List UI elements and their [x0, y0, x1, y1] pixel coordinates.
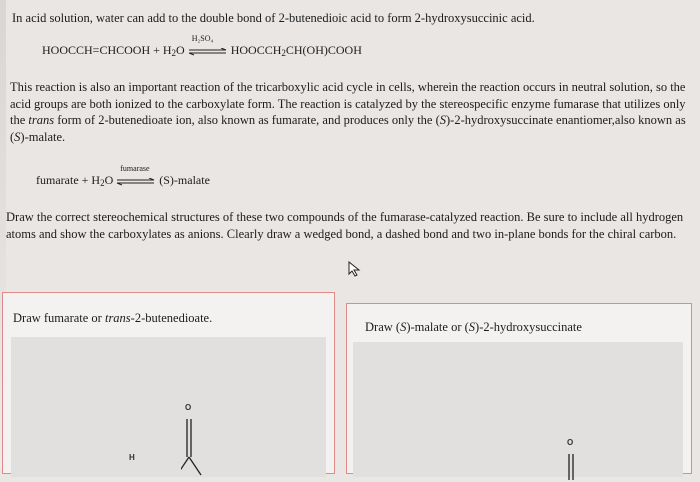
panel-label-malate: Draw (S)-malate or (S)-2-hydroxysuccinate	[365, 320, 582, 334]
atom-label-o: O	[185, 403, 192, 412]
equation-fumarase: fumarate + $H_2O$ fumarase (S)-malate	[36, 164, 210, 188]
arrow-condition: H₂SO₄	[191, 34, 214, 44]
equilibrium-arrow-icon	[188, 48, 228, 56]
tca-paragraph: This reaction is also an important reaction of the tricarboxylic acid cycle in cells, wherein the reaction occurs in neutral solution, so the acid groups are both ionized to the carboxylate form. The reaction is catalyzed by the stereospecific enzyme fumarase that utilizes only the trans form of 2-butenedioate ion, also known as fumarate, and produces only the (S)-2-hydroxysuccinate enantiomer,also known as (S)-malate.	[10, 80, 686, 144]
arrow-condition-fumarase: fumarase	[120, 164, 150, 174]
intro-text: In acid solution, water can add to the double bond of 2-butenedioic acid to form 2-hydroxysuccinic acid.	[12, 11, 535, 25]
panel-draw-malate[interactable]	[346, 303, 692, 474]
equation-acid-hydration: HOOCCH=CHCOOH + $H_2O$ H₂SO₄ $HOOCCH_2CH(OH)COOH$	[42, 34, 362, 58]
fumarase-arrow	[116, 164, 156, 186]
carbonyl-bond-icon	[563, 452, 583, 482]
carbonyl-bond-icon	[181, 417, 221, 477]
panel-draw-fumarate[interactable]	[2, 292, 335, 474]
panel-label-fumarate: Draw fumarate or trans-2-butenedioate.	[13, 311, 213, 325]
equilibrium-arrow-icon	[116, 178, 156, 186]
drawing-canvas-malate[interactable]	[353, 342, 683, 477]
drawing-canvas-fumarate[interactable]	[11, 337, 326, 477]
instructions-text: Draw the correct stereochemical structures of these two compounds of the fumarase-catalyzed reaction. Be sure to include all hydrogen atoms and show the carboxylates as anions. Clearly draw a wedged bond, a dashed bond and two in-plane bonds for the chiral carbon.	[6, 210, 684, 241]
mouse-pointer-icon	[348, 261, 362, 277]
atom-label-o: O	[567, 438, 574, 447]
atom-label-h: H	[129, 453, 135, 462]
equilibrium-arrow	[188, 34, 228, 56]
